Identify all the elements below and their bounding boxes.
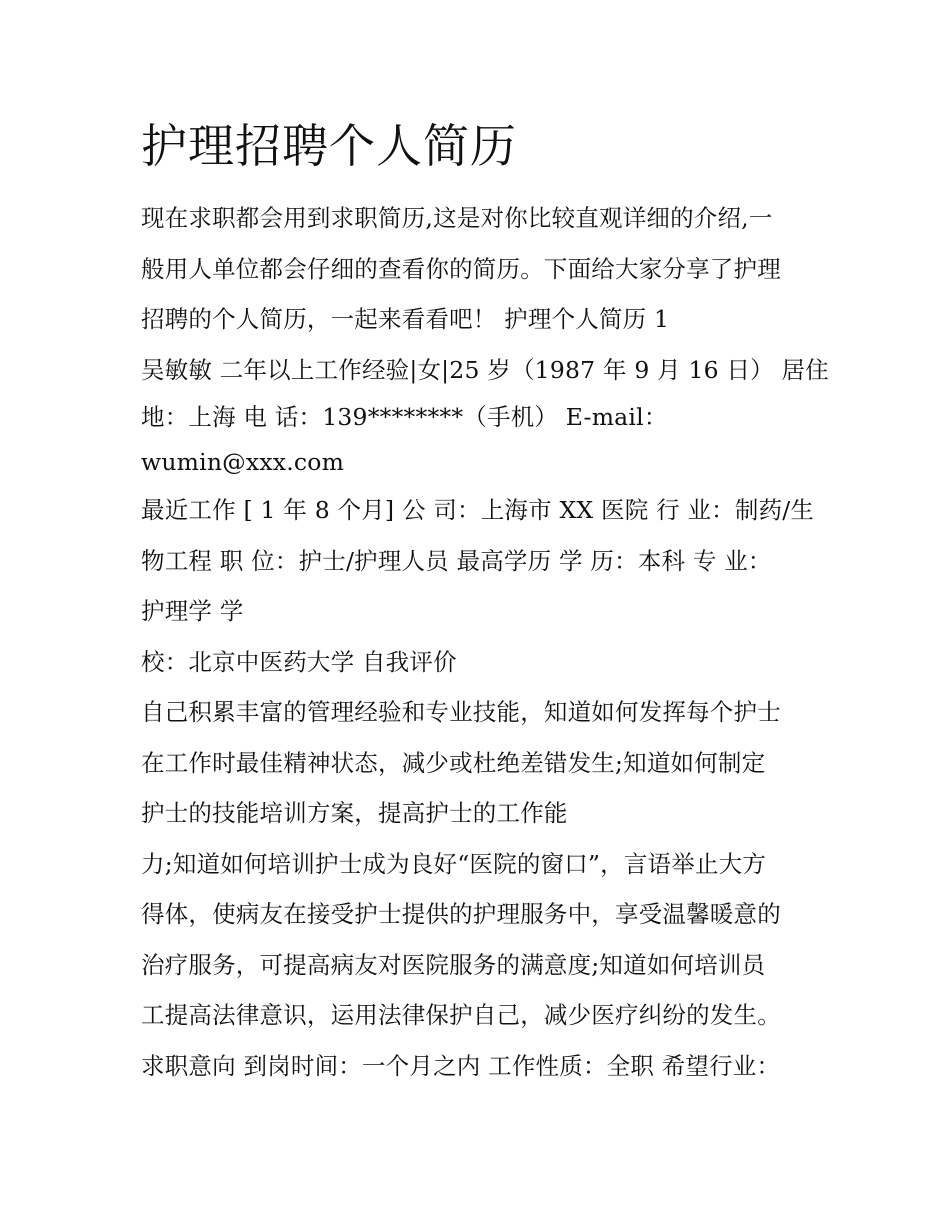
body-line: wumin@xxx.com [141, 448, 345, 476]
body-line: 治疗服务，可提高病友对医院服务的满意度;知道如何培训员 [141, 950, 766, 979]
body-line: 般用人单位都会仔细的查看你的简历。下面给大家分享了护理 [141, 254, 781, 283]
body-line: 吴敏敏 二年以上工作经验|女|25 岁（1987 年 9 月 16 日） 居住 [141, 355, 829, 384]
body-line: 力;知道如何培训护士成为良好“医院的窗口”，言语举止大方 [141, 849, 767, 878]
body-line: 校：北京中医药大学 自我评价 [141, 647, 457, 676]
body-line: 工提高法律意识，运用法律保护自己，减少医疗纠纷的发生。 [141, 1001, 781, 1029]
body-line: 自己积累丰富的管理经验和专业技能，知道如何发挥每个护士 [141, 698, 781, 726]
body-line: 招聘的个人简历，一起来看看吧！ 护理个人简历 1 [141, 305, 670, 333]
body-line: 得体，使病友在接受护士提供的护理服务中，享受温馨暖意的 [141, 900, 781, 928]
body-line: 最近工作 [ 1 年 8 个月] 公 司：上海市 XX 医院 行 业：制药/生 [141, 496, 815, 524]
document-body [141, 193, 829, 1091]
body-line: 护理学 学 [141, 597, 244, 625]
body-line: 在工作时最佳精神状态，减少或杜绝差错发生;知道如何制定 [141, 748, 766, 777]
body-line: 地：上海 电 话：139********（手机） E-mail： [141, 403, 668, 431]
document-page [141, 110, 829, 1091]
body-line: 护士的技能培训方案，提高护士的工作能 [141, 799, 568, 827]
body-line: 物工程 职 位：护士/护理人员 最高学历 学 历：本科 专 业： [141, 546, 772, 575]
document-title: 护理招聘个人简历 [141, 119, 517, 173]
body-line: 求职意向 到岗时间：一个月之内 工作性质：全职 希望行业： [141, 1051, 781, 1080]
body-line: 现在求职都会用到求职简历,这是对你比较直观详细的介绍,一 [141, 204, 773, 232]
